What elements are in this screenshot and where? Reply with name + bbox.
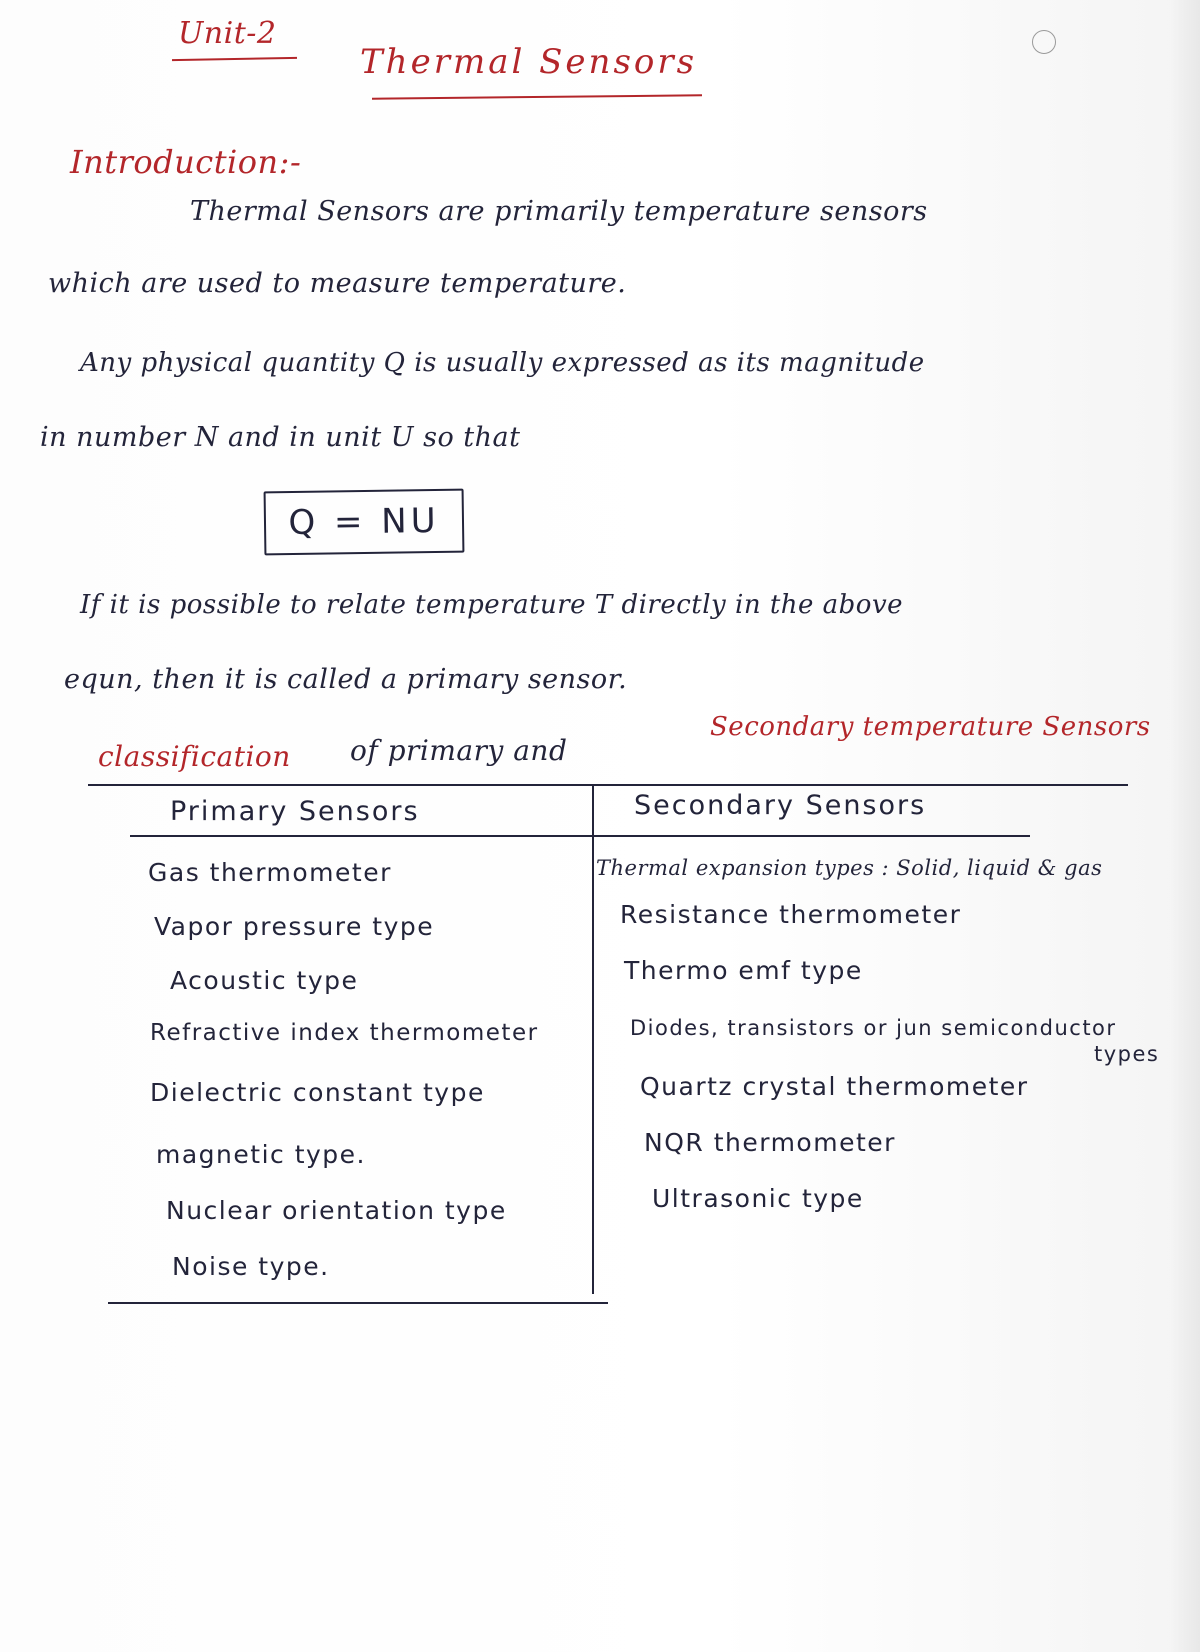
unit-label: Unit-2 [178, 16, 277, 51]
intro-line-4: in number N and in unit U so that [40, 422, 521, 453]
primary-item: Acoustic type [170, 966, 359, 995]
table-bottom-rule [108, 1302, 608, 1304]
intro-line-1: Thermal Sensors are primarily temperature sensors [190, 196, 928, 227]
column-header-primary: Primary Sensors [170, 796, 420, 827]
page-number-circle [1032, 30, 1056, 54]
secondary-item: types [1094, 1042, 1160, 1066]
page-edge-shadow [1170, 0, 1200, 1652]
secondary-item: Thermo emf type [624, 956, 863, 985]
para2-line-1: If it is possible to relate temperature T directly in the above [80, 590, 904, 620]
title-underline [372, 94, 702, 99]
classification-heading-end: Secondary temperature Sensors [710, 712, 1151, 742]
primary-item: Nuclear orientation type [166, 1196, 507, 1225]
secondary-item: Diodes, transistors or jun semiconductor [630, 1016, 1117, 1040]
formula-box [264, 489, 465, 556]
primary-item: Gas thermometer [148, 858, 392, 887]
primary-item: Dielectric constant type [150, 1078, 485, 1107]
intro-line-2: which are used to measure temperature. [48, 268, 627, 299]
secondary-item: NQR thermometer [644, 1128, 896, 1157]
primary-item: Vapor pressure type [154, 912, 435, 941]
column-header-secondary: Secondary Sensors [634, 790, 927, 821]
formula: Q = NU [288, 500, 440, 544]
table-top-rule [88, 784, 1128, 786]
page-title: Thermal Sensors [360, 42, 698, 82]
table-header-rule [130, 835, 1030, 837]
intro-heading: Introduction:- [70, 143, 302, 181]
classification-heading-mid: of primary and [350, 734, 568, 767]
secondary-item: Thermal expansion types : Solid, liquid & gas [596, 856, 1103, 880]
primary-item: Refractive index thermometer [150, 1020, 539, 1046]
classification-heading-word: classification [98, 740, 291, 773]
intro-line-3: Any physical quantity Q is usually expressed as its magnitude [80, 348, 925, 378]
para2-line-2: equn, then it is called a primary sensor. [64, 664, 628, 695]
secondary-item: Quartz crystal thermometer [640, 1072, 1029, 1101]
secondary-item: Resistance thermometer [620, 900, 962, 929]
primary-item: magnetic type. [156, 1140, 367, 1169]
table-column-divider [592, 784, 594, 1294]
secondary-item: Ultrasonic type [652, 1184, 864, 1213]
primary-item: Noise type. [172, 1252, 330, 1281]
unit-underline [172, 57, 297, 61]
